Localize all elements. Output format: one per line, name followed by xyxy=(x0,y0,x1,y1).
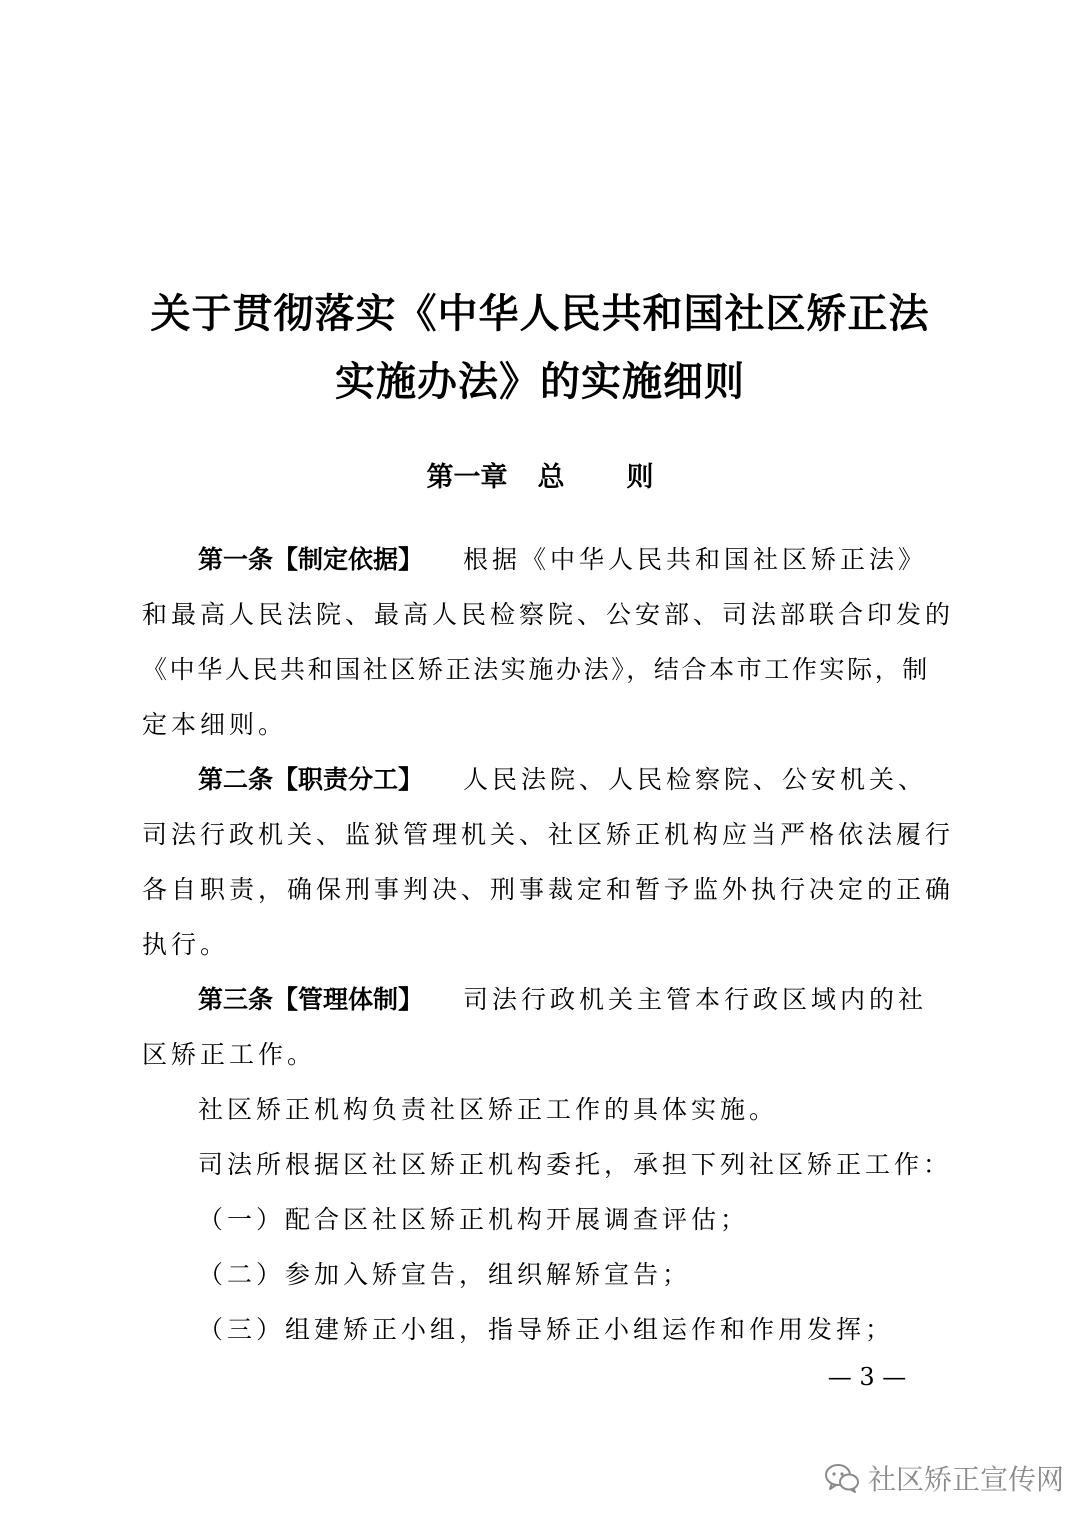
article-2-first-line xyxy=(198,763,942,797)
list-item: （一）配合区社区矫正机构开展调查评估； xyxy=(198,1205,750,1234)
article-3-text-line: 司法行政机关主管本行政区域内的社 xyxy=(463,985,928,1014)
article-3-text-line: 区矫正工作。 xyxy=(142,1040,317,1069)
article-2-heading: 第二条【职责分工】 xyxy=(198,765,424,794)
article-2-text-line: 各自职责，确保刑事判决、刑事裁定和暂予监外执行决定的正确 xyxy=(142,875,955,904)
article-1-text-line: 根据《中华人民共和国社区矫正法》 xyxy=(463,545,928,574)
article-2-text-line: 司法行政机关、监狱管理机关、社区矫正机构应当严格依法履行 xyxy=(142,820,955,849)
chapter-title-char-1: 总 xyxy=(537,462,565,493)
article-1-heading: 第一条【制定依据】 xyxy=(198,545,424,574)
article-1-first-line xyxy=(198,543,942,577)
list-item: （三）组建矫正小组，指导矫正小组运作和作用发挥； xyxy=(198,1315,895,1344)
article-2-text-line: 执行。 xyxy=(142,930,230,959)
article-1-text-line: 定本细则。 xyxy=(142,710,288,739)
watermark-text: 社区矫正宣传网 xyxy=(868,1463,1065,1496)
chapter-number: 第一章 xyxy=(426,462,508,493)
article-1-text-line: 和最高人民法院、最高人民检察院、公安部、司法部联合印发的 xyxy=(142,600,955,629)
body-paragraph: 司法所根据区社区矫正机构委托，承担下列社区矫正工作： xyxy=(198,1150,953,1179)
wechat-icon xyxy=(824,1462,860,1494)
body-paragraph: 社区矫正机构负责社区矫正工作的具体实施。 xyxy=(198,1095,779,1124)
page-number: — 3 — xyxy=(827,1363,907,1391)
document-title-line-1: 关于贯彻落实《中华人民共和国社区矫正法 xyxy=(150,290,930,337)
article-3-heading: 第三条【管理体制】 xyxy=(198,985,424,1014)
chapter-title-char-2: 则 xyxy=(626,462,654,493)
article-2-text-line: 人民法院、人民检察院、公安机关、 xyxy=(463,765,928,794)
chapter-heading xyxy=(0,462,1080,494)
article-3-first-line xyxy=(198,983,942,1017)
list-item: （二）参加入矫宣告，组织解矫宣告； xyxy=(198,1260,692,1289)
watermark xyxy=(824,1458,1064,1498)
document-title-line-2: 实施办法》的实施细则 xyxy=(335,358,745,405)
article-1-text-line: 《中华人民共和国社区矫正法实施办法》，结合本市工作实际，制 xyxy=(142,655,930,684)
